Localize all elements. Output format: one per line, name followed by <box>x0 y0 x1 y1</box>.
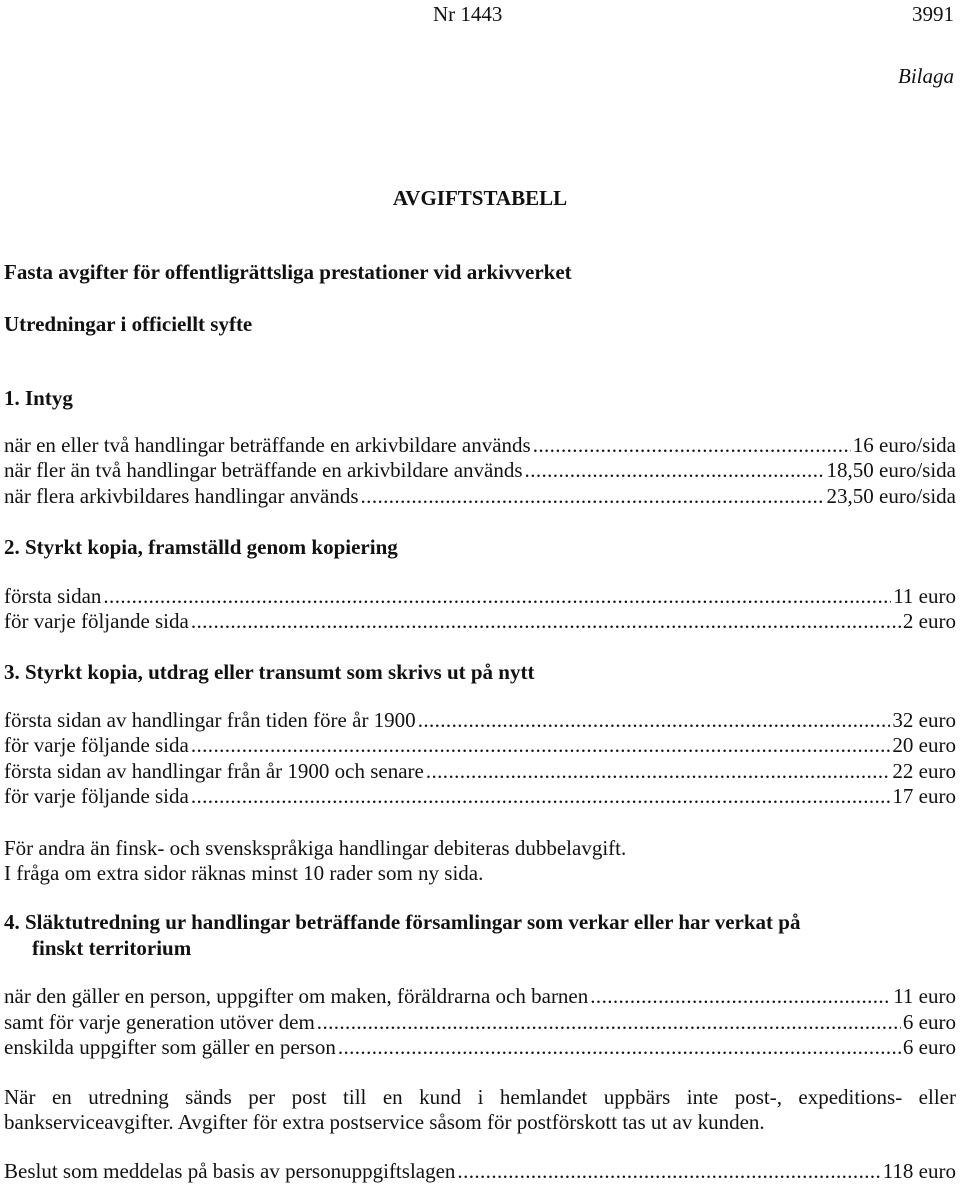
fee-row <box>4 759 956 784</box>
fee-row-label: första sidan av handlingar från tiden före år 1900 <box>4 708 416 732</box>
fee-subtitle-2: Utredningar i officiellt syfte <box>4 312 253 336</box>
leader-dots <box>361 484 825 509</box>
leader-dots <box>457 1159 880 1184</box>
fee-row-label: när den gäller en person, uppgifter om maken, föräldrarna och barnen <box>4 984 589 1008</box>
fee-row-value: 11 euro <box>893 984 956 1008</box>
fee-row <box>4 733 956 758</box>
fee-row <box>4 984 956 1009</box>
document-title: AVGIFTSTABELL <box>392 186 568 210</box>
page-number: 3991 <box>912 2 954 26</box>
fee-row <box>4 458 956 483</box>
note-extra-pages: I fråga om extra sidor räknas minst 10 rader som ny sida. <box>4 861 484 885</box>
fee-row-value: 6 euro <box>902 1010 956 1034</box>
fee-row-label: samt för varje generation utöver dem <box>4 1010 315 1034</box>
leader-dots <box>338 1035 901 1060</box>
fee-row-label: för varje följande sida <box>4 609 189 633</box>
appendix-label: Bilaga <box>898 64 954 88</box>
fee-row-label: första sidan <box>4 584 102 608</box>
leader-dots <box>103 584 891 609</box>
fee-row <box>4 609 956 634</box>
fee-row-label: för varje följande sida <box>4 784 189 808</box>
fee-row <box>4 1035 956 1060</box>
fee-row <box>4 708 956 733</box>
fee-row-label: första sidan av handlingar från år 1900 och senare <box>4 759 424 783</box>
leader-dots <box>191 609 901 634</box>
fee-row-value: 22 euro <box>892 759 956 783</box>
leader-dots <box>525 458 825 483</box>
section-heading-4: 4. Släktutredning ur handlingar beträffande församlingar som verkar eller har verkat på <box>4 910 801 934</box>
fee-row-label: när fler än två handlingar beträffande en arkivbildare används <box>4 458 523 482</box>
section-heading-4-cont: finskt territorium <box>32 936 192 960</box>
fee-row-value: 23,50 euro/sida <box>826 484 956 508</box>
fee-row <box>4 584 956 609</box>
leader-dots <box>191 733 891 758</box>
fee-row-label: Beslut som meddelas på basis av personuppgiftslagen <box>4 1159 456 1183</box>
leader-dots <box>426 759 891 784</box>
fee-row <box>4 484 956 509</box>
fee-row-value: 32 euro <box>892 708 956 732</box>
leader-dots <box>317 1010 901 1035</box>
section-heading-3: 3. Styrkt kopia, utdrag eller transumt som skrivs ut på nytt <box>4 660 535 684</box>
fee-row-value: 20 euro <box>892 733 956 757</box>
fee-row-label: enskilda uppgifter som gäller en person <box>4 1035 336 1059</box>
fee-row-value: 17 euro <box>892 784 956 808</box>
fee-row-value: 16 euro/sida <box>852 433 956 457</box>
fee-subtitle: Fasta avgifter för offentligrättsliga prestationer vid arkivverket <box>4 260 572 284</box>
fee-row <box>4 433 956 458</box>
section-heading-1: 1. Intyg <box>4 386 73 410</box>
leader-dots <box>590 984 891 1009</box>
leader-dots <box>418 708 891 733</box>
note-double-fee: För andra än finsk- och svenskspråkiga handlingar debiteras dubbelavgift. <box>4 836 627 860</box>
section-heading-2: 2. Styrkt kopia, framställd genom kopiering <box>4 535 398 559</box>
fee-row <box>4 784 956 809</box>
fee-row-value: 11 euro <box>893 584 956 608</box>
fee-row-label: för varje följande sida <box>4 733 189 757</box>
postal-note: När en utredning sänds per post till en kund i hemlandet uppbärs inte post-, expeditions- eller bankserviceavgifter. Avgifter för extra postservice såsom för postförskott tas ut av kunden. <box>4 1085 956 1134</box>
fee-row-label: när flera arkivbildares handlingar används <box>4 484 359 508</box>
fee-row-value: 6 euro <box>902 1035 956 1059</box>
fee-row-value: 18,50 euro/sida <box>826 458 956 482</box>
issue-number: Nr 1443 <box>433 2 503 26</box>
leader-dots <box>191 784 891 809</box>
fee-row-value: 118 euro <box>882 1159 956 1183</box>
fee-row <box>4 1010 956 1035</box>
fee-row-label: när en eller två handlingar beträffande en arkivbildare används <box>4 433 531 457</box>
fee-row-value: 2 euro <box>902 609 956 633</box>
leader-dots <box>533 433 851 458</box>
fee-row-final <box>4 1159 956 1184</box>
